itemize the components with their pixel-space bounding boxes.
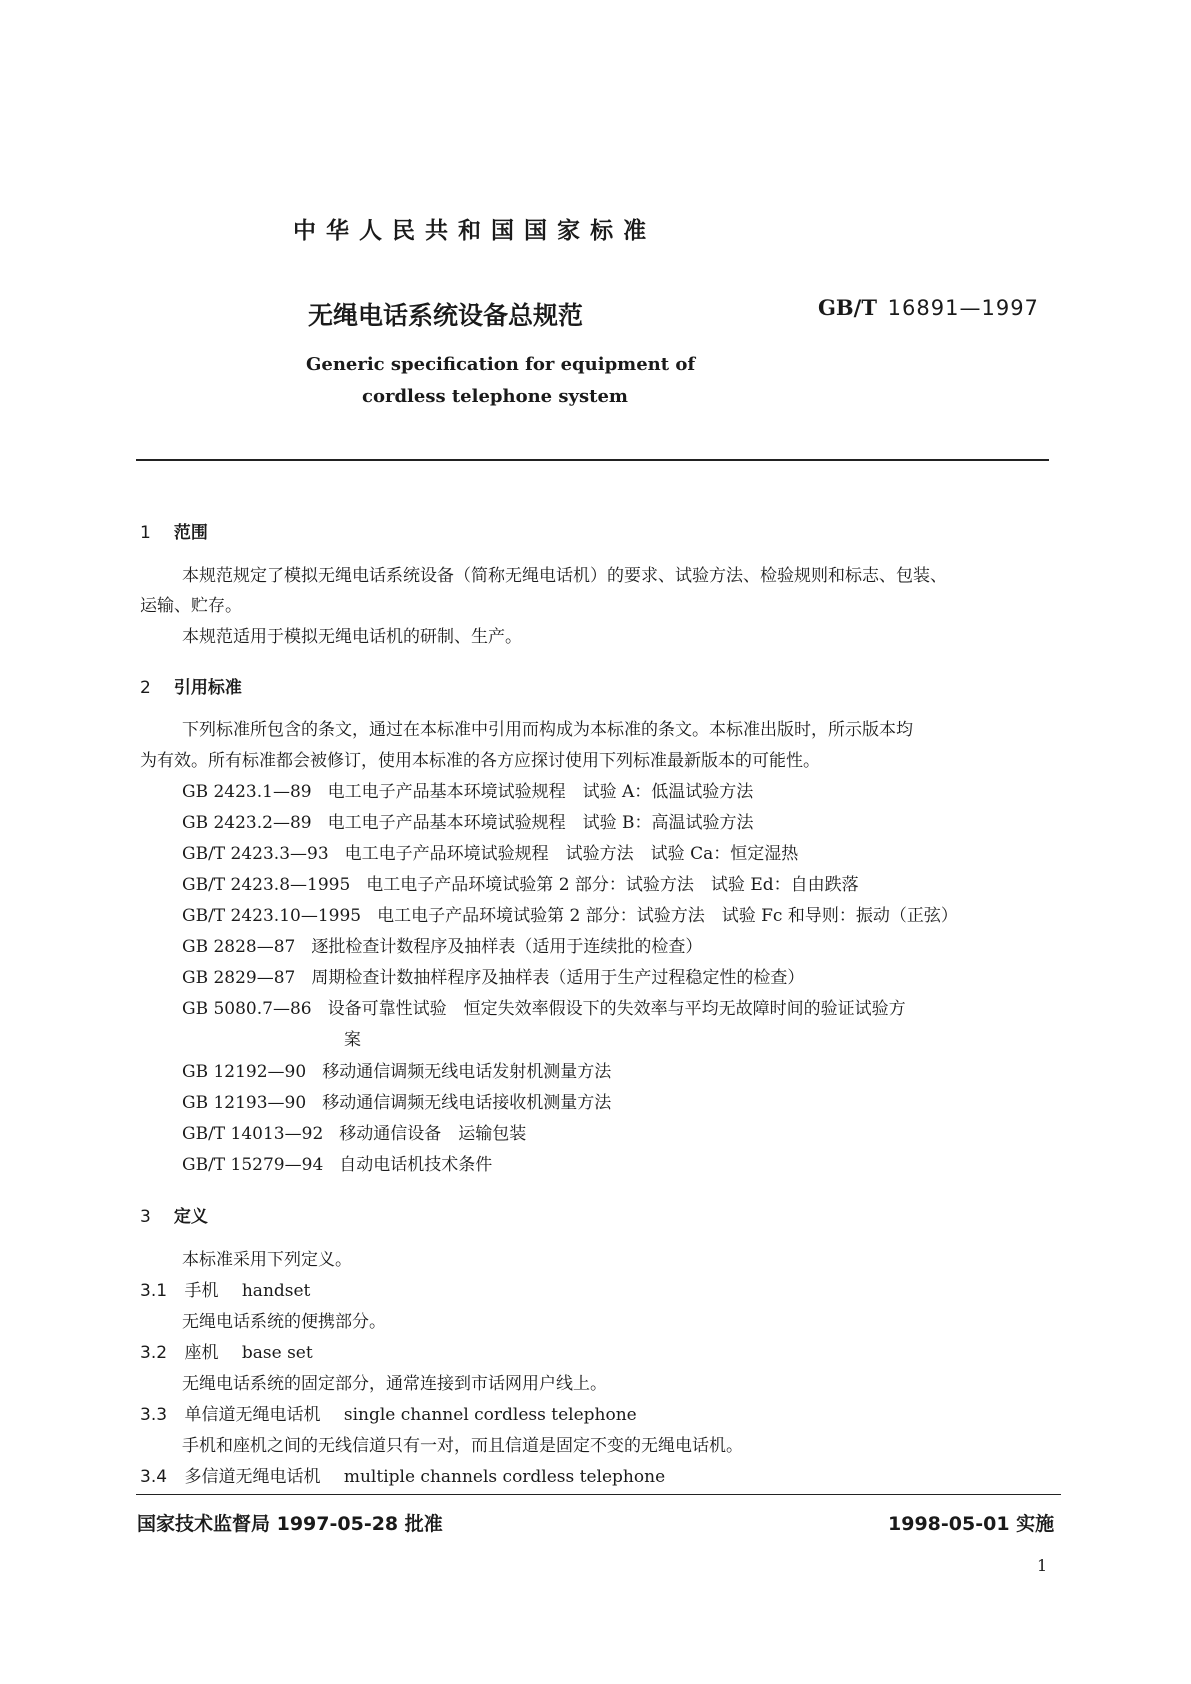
reference-item <box>182 875 859 895</box>
reference-title: 逐批检查计数程序及抽样表（适用于连续批的检查） <box>311 937 703 957</box>
reference-title: 电工电子产品环境试验第 2 部分：试验方法 试验 Ed：自由跌落 <box>366 875 859 895</box>
reference-title: 电工电子产品环境试验规程 试验方法 试验 Ca：恒定湿热 <box>344 844 799 864</box>
definition-description: 手机和座机之间的无线信道只有一对，而且信道是固定不变的无绳电话机。 <box>182 1436 743 1456</box>
page-number: 1 <box>1037 1556 1048 1575</box>
definition-heading <box>140 1281 310 1301</box>
reference-code: GB 2828—87 <box>182 937 296 957</box>
reference-code: GB 12192—90 <box>182 1062 307 1082</box>
section-1-para2: 本规范适用于模拟无绳电话机的研制、生产。 <box>182 627 522 647</box>
section-1-title: 范围 <box>173 523 208 543</box>
reference-title: 电工电子产品基本环境试验规程 试验 A：低温试验方法 <box>327 782 754 802</box>
document-title-cn: 无绳电话系统设备总规范 <box>308 301 584 330</box>
reference-code: GB/T 2423.8—1995 <box>182 875 351 895</box>
footer-divider <box>136 1494 1061 1495</box>
definition-term-en: multiple channels cordless telephone <box>343 1467 666 1487</box>
definition-number: 3.1 <box>140 1281 168 1301</box>
reference-item <box>182 1093 611 1113</box>
reference-title: 移动通信调频无线电话发射机测量方法 <box>322 1062 612 1082</box>
reference-code: GB 2423.1—89 <box>182 782 312 802</box>
definition-term-cn: 座机 <box>184 1343 219 1363</box>
definition-heading <box>140 1343 313 1363</box>
reference-title: 移动通信设备 运输包装 <box>339 1124 527 1144</box>
standard-code <box>818 295 1039 320</box>
section-3-heading <box>140 1202 208 1227</box>
definition-term-en: handset <box>241 1281 311 1301</box>
standard-code-number: 16891—1997 <box>887 296 1039 320</box>
reference-code: GB 2829—87 <box>182 968 296 988</box>
reference-title: 电工电子产品基本环境试验规程 试验 B：高温试验方法 <box>327 813 754 833</box>
section-1-para1-line2: 运输、贮存。 <box>140 596 242 616</box>
reference-code: GB 5080.7—86 <box>182 999 312 1019</box>
section-3-number: 3 <box>140 1207 151 1227</box>
section-3-title: 定义 <box>173 1207 208 1227</box>
definition-term-cn: 手机 <box>184 1281 219 1301</box>
approval-statement: 国家技术监督局 1997-05-28 批准 <box>137 1513 443 1535</box>
reference-title: 设备可靠性试验 恒定失效率假设下的失效率与平均无故障时间的验证试验方 <box>327 999 906 1019</box>
definition-description: 无绳电话系统的固定部分，通常连接到市话网用户线上。 <box>182 1374 607 1394</box>
section-2-heading <box>140 673 242 698</box>
reference-item <box>182 844 798 864</box>
definition-heading <box>140 1467 665 1487</box>
national-standard-heading: 中 华 人 民 共 和 国 国 家 标 准 <box>293 218 648 244</box>
definition-term-cn: 单信道无绳电话机 <box>184 1405 321 1425</box>
implementation-date: 1998-05-01 实施 <box>888 1513 1055 1535</box>
definition-number: 3.3 <box>140 1405 168 1425</box>
reference-item <box>182 1155 492 1175</box>
definition-term-en: base set <box>241 1343 313 1363</box>
reference-title-continuation: 案 <box>344 1030 361 1050</box>
section-2-title: 引用标准 <box>173 678 242 698</box>
definition-number: 3.2 <box>140 1343 168 1363</box>
document-title-en-line1: Generic specification for equipment of <box>306 354 696 375</box>
reference-code: GB/T 14013—92 <box>182 1124 324 1144</box>
reference-title: 周期检查计数抽样程序及抽样表（适用于生产过程稳定性的检查） <box>311 968 805 988</box>
reference-title: 自动电话机技术条件 <box>339 1155 493 1175</box>
reference-item <box>182 906 958 926</box>
reference-code: GB 2423.2—89 <box>182 813 312 833</box>
definition-term-cn: 多信道无绳电话机 <box>184 1467 321 1487</box>
definition-term-en: single channel cordless telephone <box>343 1405 637 1425</box>
definition-number: 3.4 <box>140 1467 168 1487</box>
reference-code: GB/T 2423.10—1995 <box>182 906 362 926</box>
reference-item <box>182 813 754 833</box>
section-2-intro-line2: 为有效。所有标准都会被修订，使用本标准的各方应探讨使用下列标准最新版本的可能性。 <box>140 751 820 771</box>
reference-code: GB/T 2423.3—93 <box>182 844 329 864</box>
reference-code: GB/T 15279—94 <box>182 1155 324 1175</box>
section-2-number: 2 <box>140 678 151 698</box>
section-2-intro-line1: 下列标准所包含的条文，通过在本标准中引用而构成为本标准的条文。本标准出版时，所示版本均 <box>182 720 913 740</box>
reference-title: 电工电子产品环境试验第 2 部分：试验方法 试验 Fc 和导则：振动（正弦） <box>377 906 958 926</box>
reference-item <box>182 937 702 957</box>
section-1-number: 1 <box>140 523 151 543</box>
reference-title: 移动通信调频无线电话接收机测量方法 <box>322 1093 612 1113</box>
reference-item <box>182 999 906 1019</box>
reference-code: GB 12193—90 <box>182 1093 307 1113</box>
reference-item <box>182 968 804 988</box>
definition-description: 无绳电话系统的便携部分。 <box>182 1312 386 1332</box>
reference-item <box>182 782 753 802</box>
definition-heading <box>140 1405 637 1425</box>
header-divider <box>136 459 1049 461</box>
section-1-para1-line1: 本规范规定了模拟无绳电话系统设备（简称无绳电话机）的要求、试验方法、检验规则和标志、包装、 <box>182 566 947 586</box>
reference-item <box>182 1124 526 1144</box>
section-3-intro: 本标准采用下列定义。 <box>182 1250 352 1270</box>
section-1-heading <box>140 518 208 543</box>
reference-item <box>182 1062 611 1082</box>
document-title-en-line2: cordless telephone system <box>362 386 628 407</box>
standard-code-prefix: GB/T <box>818 295 877 320</box>
